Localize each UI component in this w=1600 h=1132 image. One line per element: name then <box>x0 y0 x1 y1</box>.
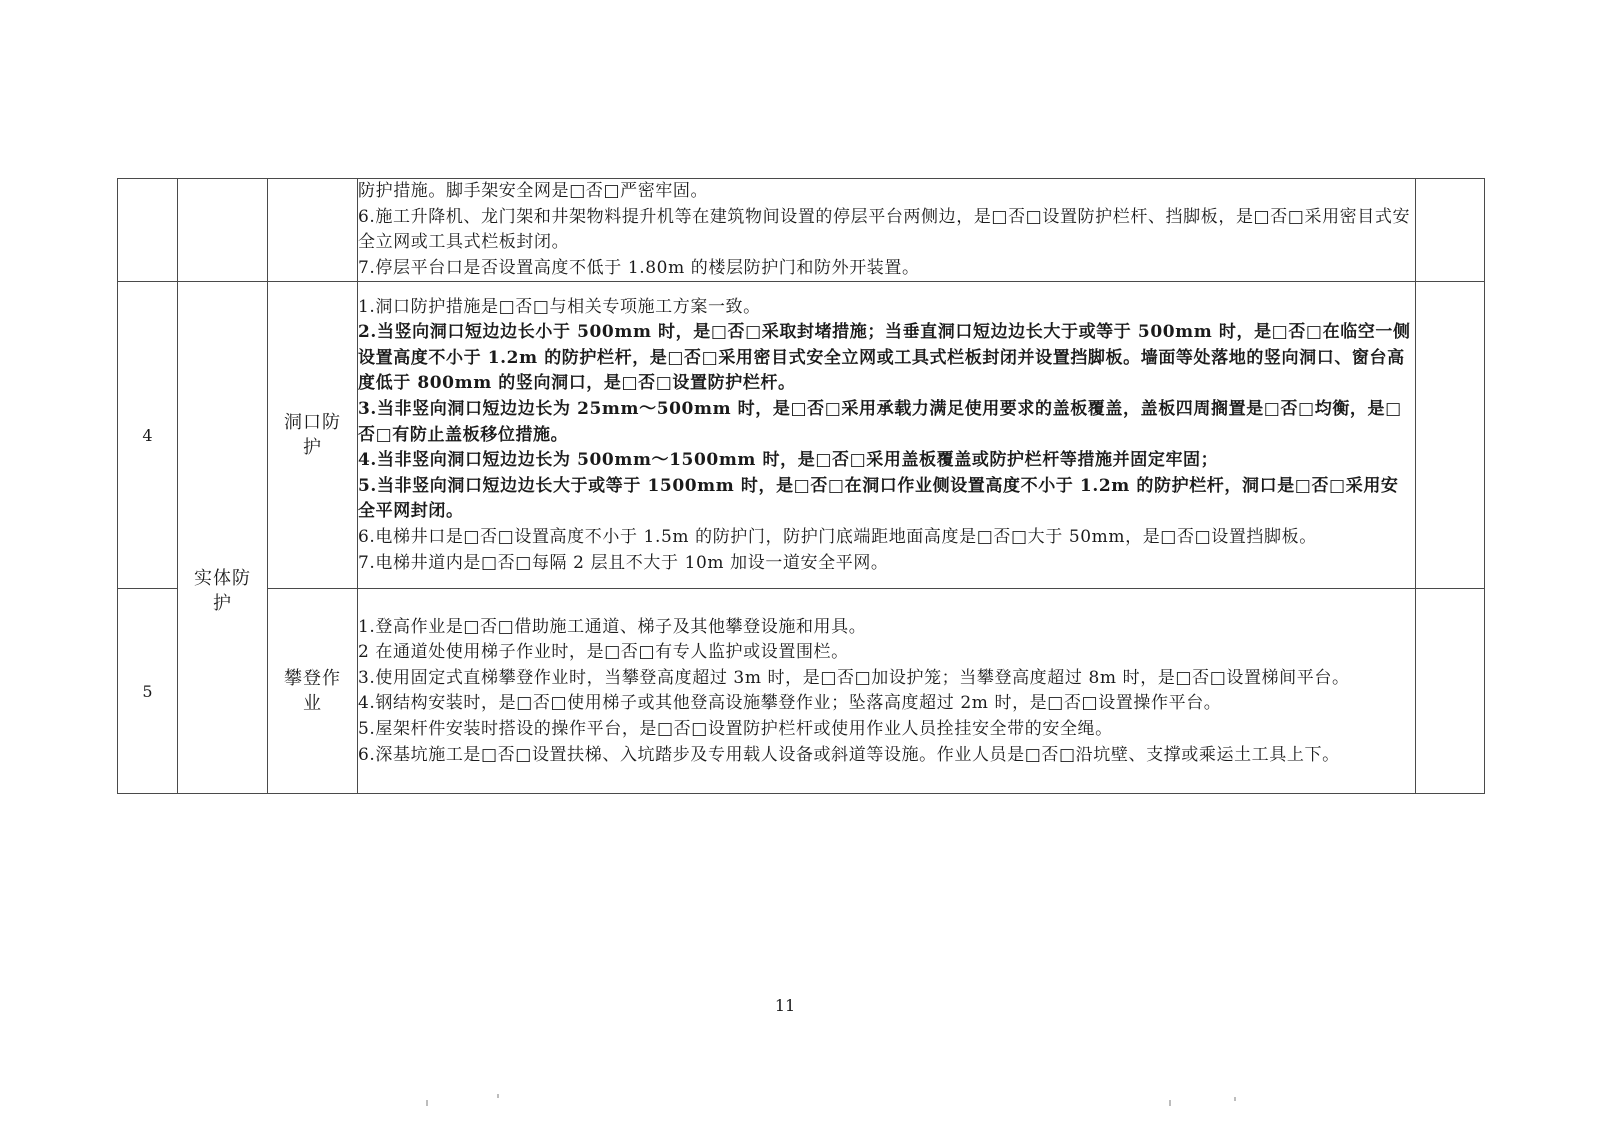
row-number: 4 <box>118 282 178 589</box>
content-line: 7.停层平台口是否设置高度不低于 1.80m 的楼层防护门和防外开装置。 <box>358 257 920 278</box>
subcategory-label: 洞口防 护 <box>268 282 358 589</box>
content-line: 防护措施。脚手架安全网是□否□严密牢固。 <box>358 181 709 201</box>
content-line: 1.登高作业是□否□借助施工通道、梯子及其他攀登设施和用具。 <box>358 616 867 637</box>
subcategory-cell <box>268 179 358 282</box>
content-cell <box>358 179 1416 282</box>
content-line: 5.屋架杆件安装时搭设的操作平台，是□否□设置防护栏杆或使用作业人员拴挂安全带的安全绳。 <box>358 718 1113 739</box>
category-label: 实体防 护 <box>178 282 268 794</box>
table-row-4 <box>118 282 1485 589</box>
content-line: 7.电梯井道内是□否□每隔 2 层且不大于 10m 加设一道安全平网。 <box>358 552 889 573</box>
subcategory-label: 攀登作 业 <box>268 589 358 794</box>
table-row-5 <box>118 589 1485 794</box>
content-line: 6.电梯井口是□否□设置高度不小于 1.5m 的防护门，防护门底端距地面高度是□否□大于 50mm，是□否□设置挡脚板。 <box>358 526 1317 547</box>
content-line: 4.钢结构安装时，是□否□使用梯子或其他登高设施攀登作业；坠落高度超过 2m 时，是□否□设置操作平台。 <box>358 693 1222 714</box>
content-cell <box>358 282 1416 589</box>
content-line: 3.当非竖向洞口短边边长为 25mm～500mm 时，是□否□采用承载力满足使用要求的盖板覆盖，盖板四周搁置是□否□均衡，是□否□有防止盖板移位措施。 <box>358 398 1402 445</box>
scan-speck <box>1169 1100 1171 1106</box>
content-line: 2.当竖向洞口短边边长小于 500mm 时，是□否□采取封堵措施；当垂直洞口短边边长大于或等于 500mm 时，是□否□在临空一侧设置高度不小于 1.2m 的防护栏杆，是□否□采用密目式安全立网或工具式栏板封闭并设置挡脚板。墙面等处落地的竖向洞口、窗台高度低于 800mm 的竖向洞口，是□否□设置防护栏杆。 <box>358 322 1411 394</box>
scan-speck <box>1234 1097 1236 1101</box>
content-line: 6.深基坑施工是□否□设置扶梯、入坑踏步及专用载人设备或斜道等设施。作业人员是□否□沿坑壁、支撑或乘运土工具上下。 <box>358 744 1340 765</box>
content-line: 6.施工升降机、龙门架和井架物料提升机等在建筑物间设置的停层平台两侧边，是□否□设置防护栏杆、挡脚板，是□否□采用密目式安全立网或工具式栏板封闭。 <box>358 206 1411 253</box>
content-line: 1.洞口防护措施是□否□与相关专项施工方案一致。 <box>358 296 761 317</box>
content-line: 3.使用固定式直梯攀登作业时，当攀登高度超过 3m 时，是□否□加设护笼；当攀登高度超过 8m 时，是□否□设置梯间平台。 <box>358 667 1350 688</box>
page-number: 11 <box>774 996 796 1015</box>
content-line: 5.当非竖向洞口短边边长大于或等于 1500mm 时，是□否□在洞口作业侧设置高度不小于 1.2m 的防护栏杆，洞口是□否□采用安全平网封闭。 <box>358 475 1399 522</box>
row-number: 5 <box>118 589 178 794</box>
remark-cell <box>1416 179 1485 282</box>
table-row-continued <box>118 179 1485 282</box>
remark-cell <box>1416 282 1485 589</box>
scan-speck <box>426 1100 428 1106</box>
scan-speck <box>497 1094 499 1098</box>
content-cell <box>358 589 1416 794</box>
category-cell <box>178 179 268 282</box>
content-line: 4.当非竖向洞口短边边长为 500mm～1500mm 时，是□否□采用盖板覆盖或防护栏杆等措施并固定牢固； <box>358 450 1219 471</box>
content-line: 2 在通道处使用梯子作业时，是□否□有专人监护或设置围栏。 <box>358 642 849 663</box>
remark-cell <box>1416 589 1485 794</box>
row-number-cell <box>118 179 178 282</box>
inspection-table <box>117 178 1485 794</box>
